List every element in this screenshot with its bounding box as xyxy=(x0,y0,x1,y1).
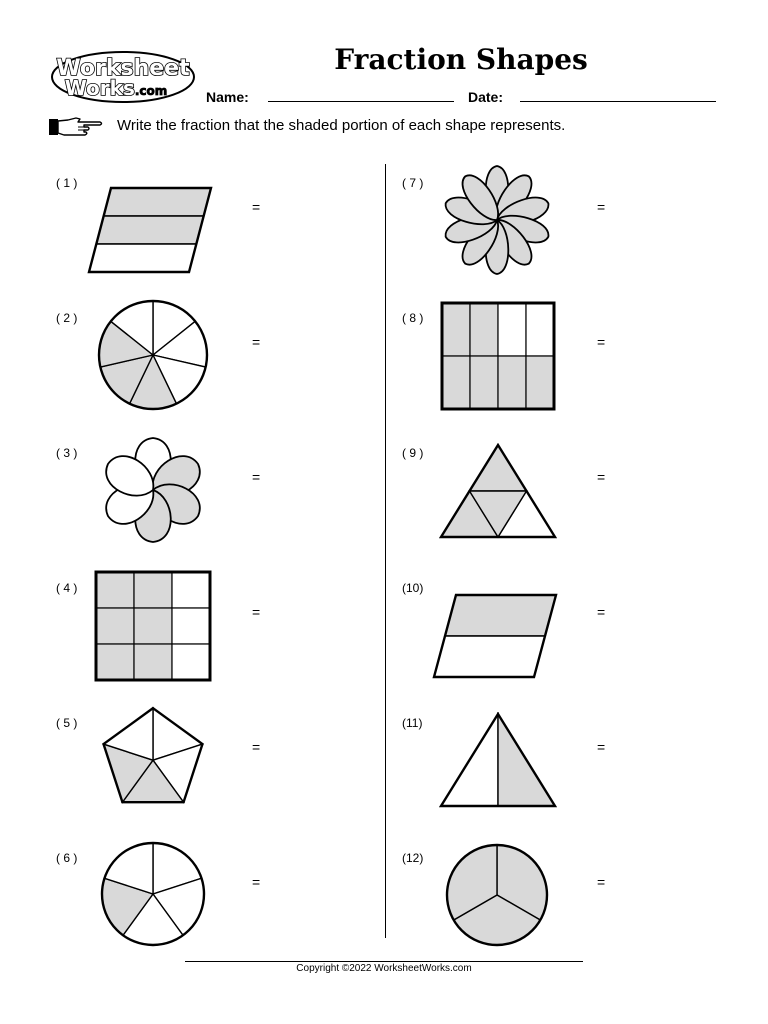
shape-triangle-11 xyxy=(439,712,557,808)
answer-equals-4[interactable]: = xyxy=(252,604,261,620)
shape-part xyxy=(445,595,556,636)
shape-triangle-9 xyxy=(439,443,557,539)
shape-flower-3 xyxy=(95,434,211,546)
shape-circle-12 xyxy=(437,843,557,947)
problem-number-5: ( 5 ) xyxy=(56,716,78,730)
answer-equals-1[interactable]: = xyxy=(252,199,261,215)
shape-flower-7 xyxy=(441,164,553,276)
problem-number-3: ( 3 ) xyxy=(56,446,78,460)
grid-cell xyxy=(470,356,498,409)
answer-equals-8[interactable]: = xyxy=(597,334,606,350)
problem-number-6: ( 6 ) xyxy=(56,851,78,865)
grid-cell xyxy=(96,644,134,680)
answer-equals-11[interactable]: = xyxy=(597,739,606,755)
answer-equals-10[interactable]: = xyxy=(597,604,606,620)
grid-cell xyxy=(134,572,172,608)
logo-line1: Worksheet xyxy=(56,56,190,81)
grid-cell xyxy=(134,608,172,644)
logo-line2: Works xyxy=(64,76,135,100)
date-line[interactable] xyxy=(520,101,716,102)
grid-cell xyxy=(172,572,210,608)
instructions: Write the fraction that the shaded portion of each shape represents. xyxy=(117,117,566,134)
page-title: Fraction Shapes xyxy=(334,43,588,76)
name-label: Name: xyxy=(206,89,249,105)
problem-number-11: (11) xyxy=(402,716,423,730)
grid-cell xyxy=(96,572,134,608)
shape-circle-6 xyxy=(94,841,212,947)
copyright: Copyright ©2022 WorksheetWorks.com xyxy=(296,963,472,974)
problem-number-1: ( 1 ) xyxy=(56,176,78,190)
shape-pentagon-5 xyxy=(94,704,212,808)
problem-number-2: ( 2 ) xyxy=(56,311,78,325)
answer-equals-2[interactable]: = xyxy=(252,334,261,350)
grid-cell xyxy=(172,644,210,680)
grid-cell xyxy=(526,356,554,409)
grid-cell xyxy=(96,608,134,644)
shape-part xyxy=(434,636,545,677)
grid-cell xyxy=(526,303,554,356)
problem-number-12: (12) xyxy=(402,851,424,865)
shape-parallelogram-1 xyxy=(85,185,215,275)
shape-grid-4 xyxy=(94,570,212,682)
worksheetworks-logo xyxy=(50,50,196,104)
shape-part xyxy=(96,216,203,244)
problem-number-10: (10) xyxy=(402,581,424,595)
answer-equals-9[interactable]: = xyxy=(597,469,606,485)
answer-equals-5[interactable]: = xyxy=(252,739,261,755)
problem-number-9: ( 9 ) xyxy=(402,446,424,460)
answer-equals-3[interactable]: = xyxy=(252,469,261,485)
grid-cell xyxy=(498,356,526,409)
column-divider xyxy=(385,164,386,938)
shape-part xyxy=(470,445,527,491)
name-line[interactable] xyxy=(268,101,454,102)
problem-number-8: ( 8 ) xyxy=(402,311,424,325)
answer-equals-7[interactable]: = xyxy=(597,199,606,215)
problem-number-7: ( 7 ) xyxy=(402,176,424,190)
answer-equals-12[interactable]: = xyxy=(597,874,606,890)
problem-number-4: ( 4 ) xyxy=(56,581,78,595)
answer-equals-6[interactable]: = xyxy=(252,874,261,890)
grid-cell xyxy=(442,303,470,356)
shape-part xyxy=(89,244,196,272)
date-label: Date: xyxy=(468,89,504,105)
logo-suffix: .com xyxy=(134,84,168,98)
grid-cell xyxy=(134,644,172,680)
shape-parallelogram-10 xyxy=(430,592,560,680)
pointing-hand-icon xyxy=(48,116,104,138)
grid-cell xyxy=(172,608,210,644)
shape-rectangle-grid-8 xyxy=(440,301,556,411)
grid-cell xyxy=(442,356,470,409)
grid-cell xyxy=(470,303,498,356)
grid-cell xyxy=(498,303,526,356)
shape-circle-2 xyxy=(94,299,212,411)
footer-rule xyxy=(185,961,583,962)
shape-part xyxy=(104,188,211,216)
